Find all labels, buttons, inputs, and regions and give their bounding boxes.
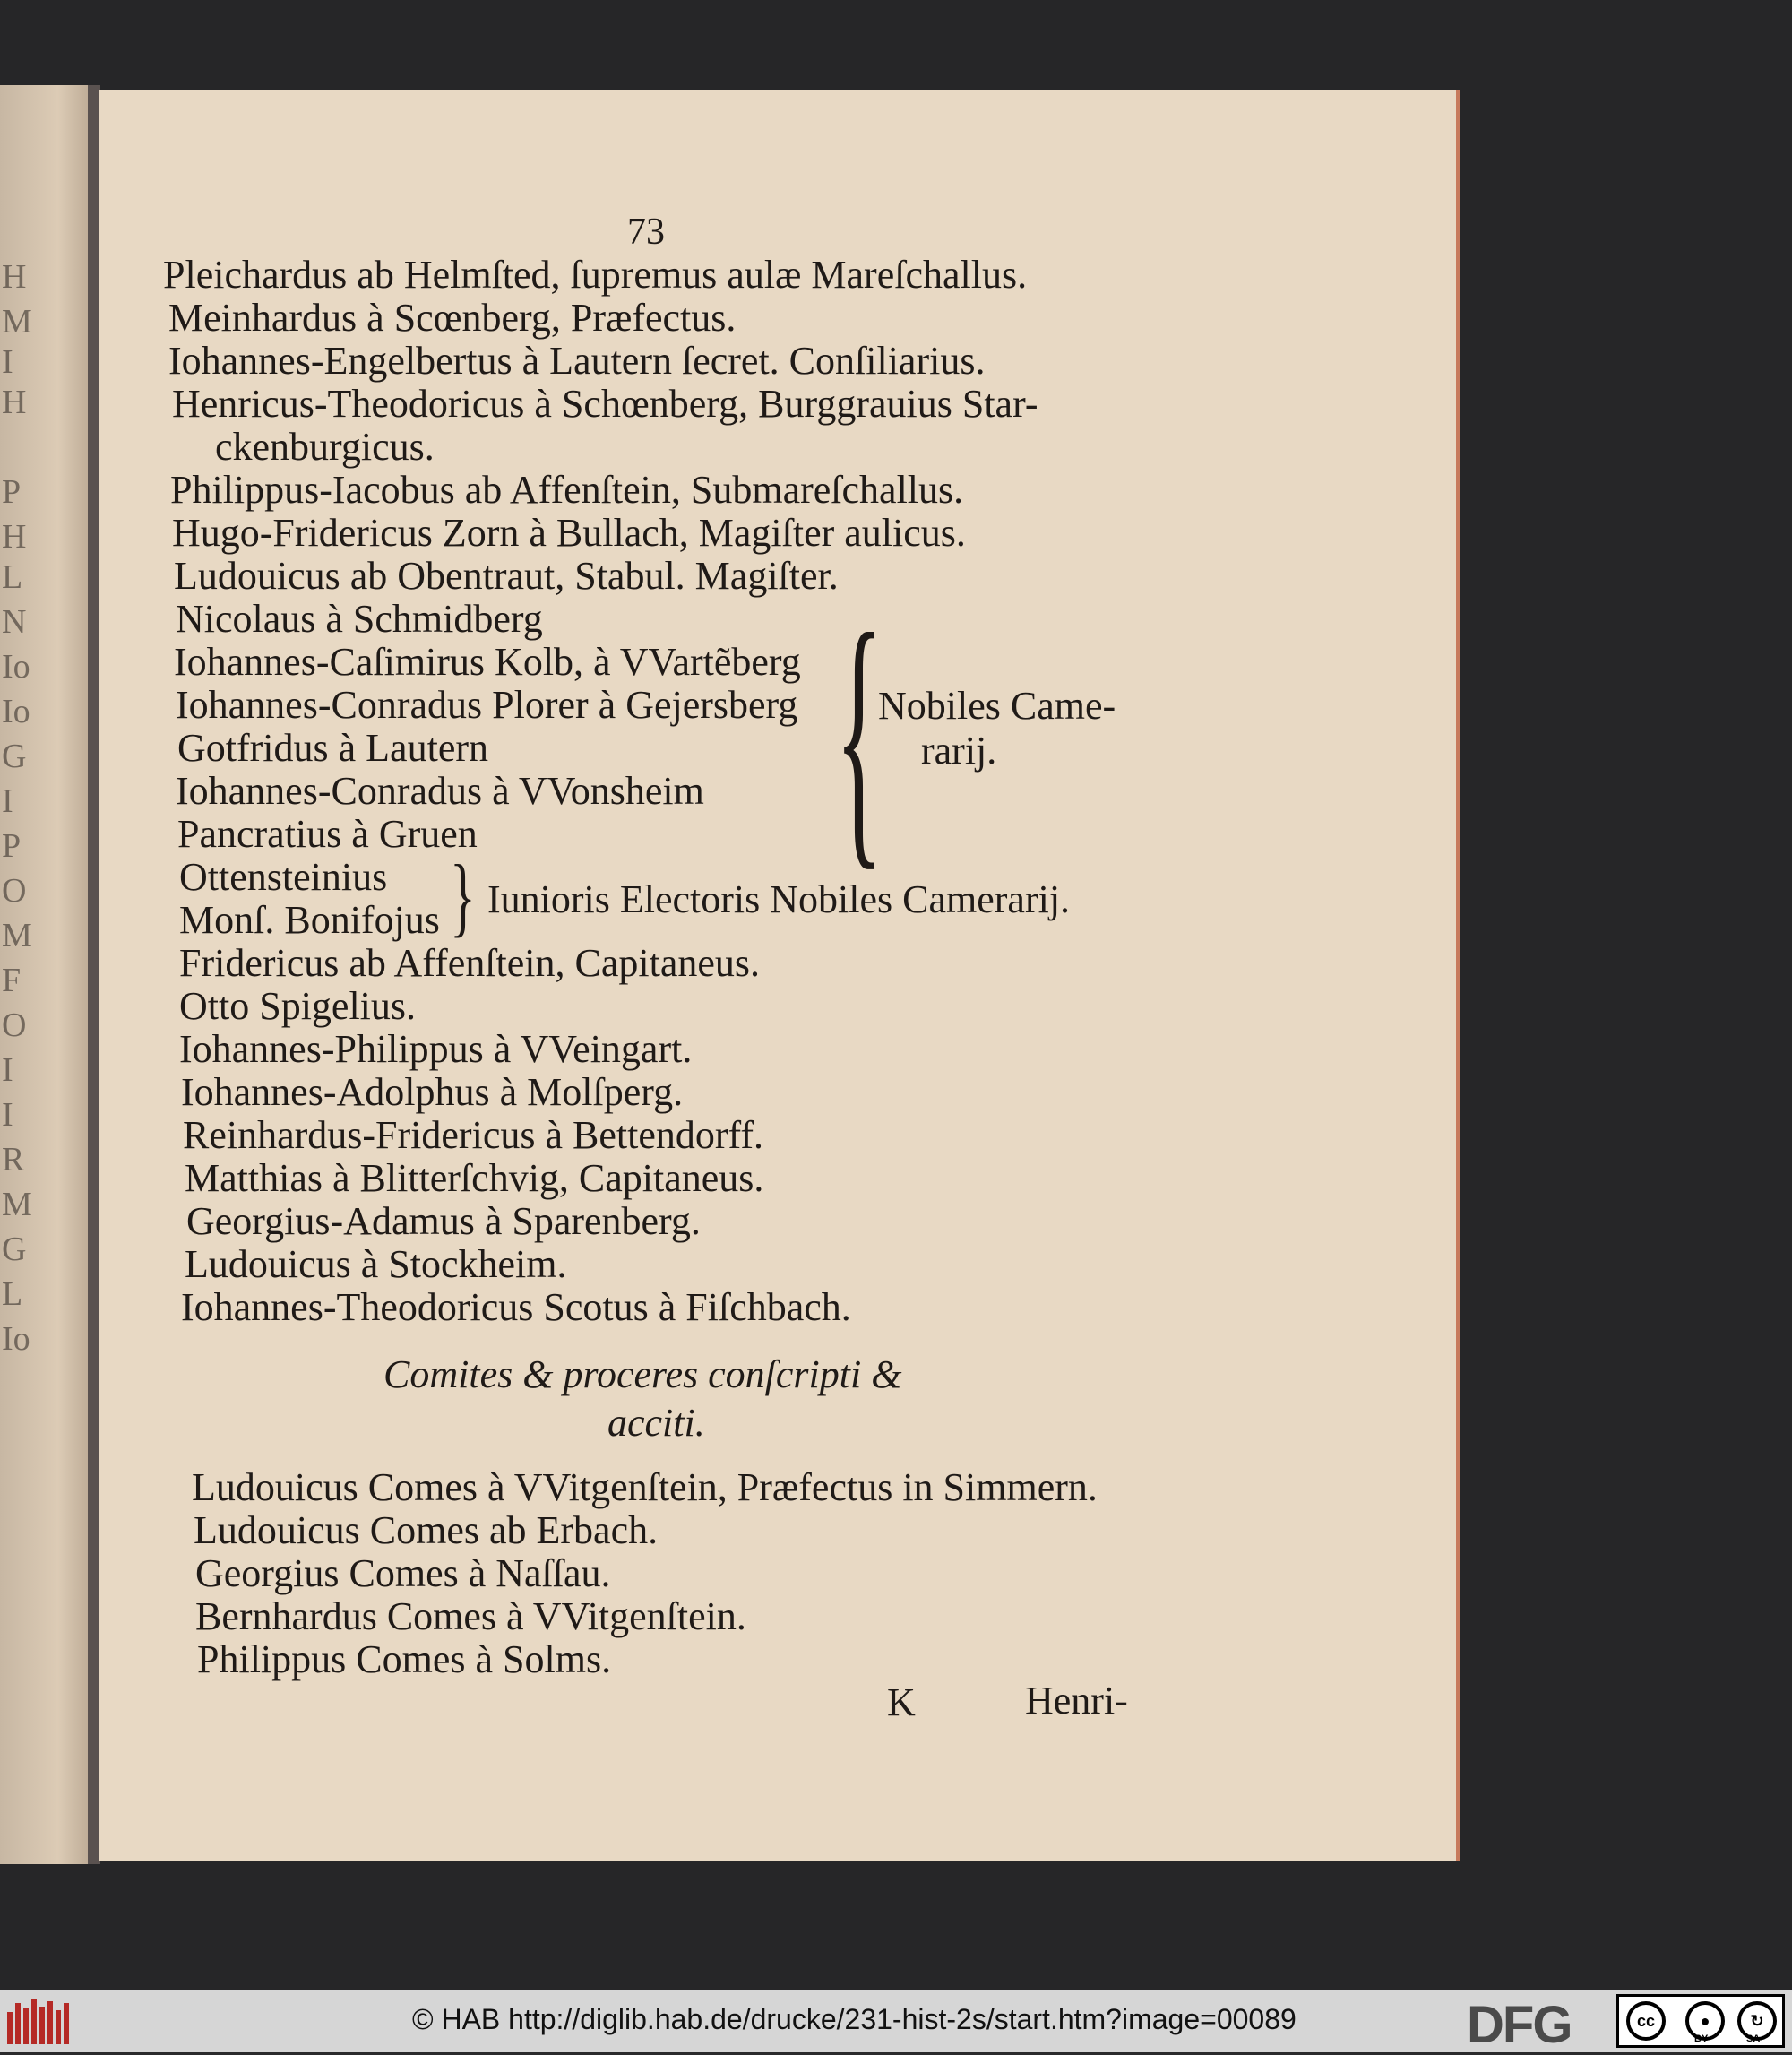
- brace-label: Iunioris Electoris Nobiles Camerarij.: [487, 877, 1071, 921]
- text-line: Pleichardus ab Helmſted, ſupremus aulæ Mareſchallus.: [163, 253, 1028, 297]
- sa-label: SA: [1746, 2033, 1761, 2044]
- chamberlain-name: Iohannes-Conradus à VVonsheim: [176, 769, 704, 813]
- comes-entry: Ludouicus Comes à VVitgenſtein, Præfectus in Simmern.: [192, 1465, 1098, 1509]
- left-page-fragment: H: [2, 384, 27, 421]
- license-badge[interactable]: [1616, 1994, 1785, 2048]
- text-line: Iohannes-Adolphus à Molſperg.: [181, 1070, 684, 1114]
- by-label: BY: [1694, 2033, 1709, 2044]
- text-line: Otto Spigelius.: [179, 984, 417, 1028]
- left-page-fragment: I: [2, 1096, 13, 1134]
- cc-icon: cc: [1626, 2001, 1666, 2041]
- left-page-fragment: N: [2, 603, 27, 641]
- dfg-logo: DFG: [1467, 1996, 1572, 2054]
- left-page-fragment: I: [2, 782, 13, 820]
- chamberlain-name: Monſ. Bonifojus: [179, 898, 440, 942]
- left-page-fragment: M: [2, 303, 32, 341]
- curly-brace-icon: }: [450, 846, 476, 945]
- text-line: Georgius-Adamus à Sparenberg.: [186, 1199, 701, 1243]
- book-page: [99, 90, 1460, 1861]
- text-line: Reinhardus-Fridericus à Bettendorff.: [183, 1113, 764, 1157]
- text-line: Iohannes-Engelbertus à Lautern ſecret. Conſiliarius.: [168, 339, 986, 383]
- left-page-fragment: M: [2, 1186, 32, 1223]
- left-page-fragment: H: [2, 518, 27, 556]
- chamberlain-name: Gotfridus à Lautern: [177, 726, 488, 770]
- left-page-fragment: G: [2, 1230, 27, 1268]
- copyright-link[interactable]: © HAB http://diglib.hab.de/drucke/231-hist-2s/start.htm?image=00089: [412, 2003, 1297, 2035]
- left-page-fragment: H: [2, 258, 27, 296]
- facing-page-edge: [0, 85, 97, 1864]
- brace-label: Nobiles Came-: [878, 684, 1116, 728]
- text-line: Fridericus ab Affenſtein, Capitaneus.: [179, 941, 761, 985]
- text-line: Iohannes-Philippus à VVeingart.: [179, 1027, 693, 1071]
- left-page-fragment: O: [2, 872, 27, 910]
- signature-mark: K: [887, 1680, 916, 1724]
- chamberlain-name: Iohannes-Conradus Plorer à Gejersberg: [176, 683, 798, 727]
- text-line: Philippus-Iacobus ab Affenſtein, Submareſchallus.: [170, 468, 964, 512]
- left-page-fragment: G: [2, 738, 27, 775]
- footer-bar: [0, 1990, 1792, 2052]
- left-page-fragment: L: [2, 1275, 23, 1313]
- chamberlain-name: Pancratius à Gruen: [177, 812, 478, 856]
- left-page-fragment: Io: [2, 648, 30, 686]
- section-heading: Comites & proceres conſcripti &: [383, 1352, 902, 1396]
- comes-entry: Georgius Comes à Naſſau.: [195, 1551, 611, 1595]
- left-page-fragment: P: [2, 473, 22, 511]
- curly-brace-icon: {: [835, 576, 883, 894]
- left-page-fragment: I: [2, 343, 13, 381]
- chamberlain-name: Nicolaus à Schmidberg: [176, 597, 543, 641]
- text-line: Matthias à Blitterſchvig, Capitaneus.: [185, 1156, 764, 1200]
- left-page-fragment: O: [2, 1006, 27, 1044]
- left-page-fragment: Io: [2, 693, 30, 730]
- text-line: ckenburgicus.: [215, 425, 435, 469]
- left-page-fragment: Io: [2, 1320, 30, 1358]
- left-page-fragment: I: [2, 1051, 13, 1089]
- text-line: Ludouicus à Stockheim.: [185, 1242, 567, 1286]
- page-number: 73: [627, 212, 665, 253]
- text-line: Hugo-Fridericus Zorn à Bullach, Magiſter aulicus.: [172, 511, 966, 555]
- chamberlain-name: Iohannes-Caſimirus Kolb, à VVartẽberg: [174, 640, 801, 684]
- section-heading: acciti.: [607, 1401, 705, 1445]
- left-page-fragment: F: [2, 962, 22, 999]
- sa-icon: ↻: [1737, 2001, 1777, 2041]
- brace-label: rarij.: [921, 729, 997, 773]
- left-page-fragment: R: [2, 1141, 25, 1179]
- chamberlain-name: Ottensteinius: [179, 855, 388, 899]
- text-line: Iohannes-Theodoricus Scotus à Fiſchbach.: [181, 1285, 851, 1329]
- left-page-fragment: M: [2, 917, 32, 954]
- comes-entry: Bernhardus Comes à VVitgenſtein.: [195, 1594, 746, 1638]
- by-icon: ●: [1685, 2001, 1725, 2041]
- comes-entry: Ludouicus Comes ab Erbach.: [194, 1508, 659, 1552]
- hab-logo-icon: [7, 1999, 77, 2044]
- text-line: Henricus-Theodoricus à Schœnberg, Burggrauius Star-: [172, 382, 1038, 426]
- comes-entry: Philippus Comes à Solms.: [197, 1637, 612, 1681]
- text-line: Meinhardus à Scœnberg, Præfectus.: [168, 296, 737, 340]
- text-line: Ludouicus ab Obentraut, Stabul. Magiſter.: [174, 554, 839, 598]
- left-page-fragment: L: [2, 558, 23, 596]
- left-page-fragment: P: [2, 827, 22, 865]
- catchword: Henri-: [1025, 1679, 1128, 1723]
